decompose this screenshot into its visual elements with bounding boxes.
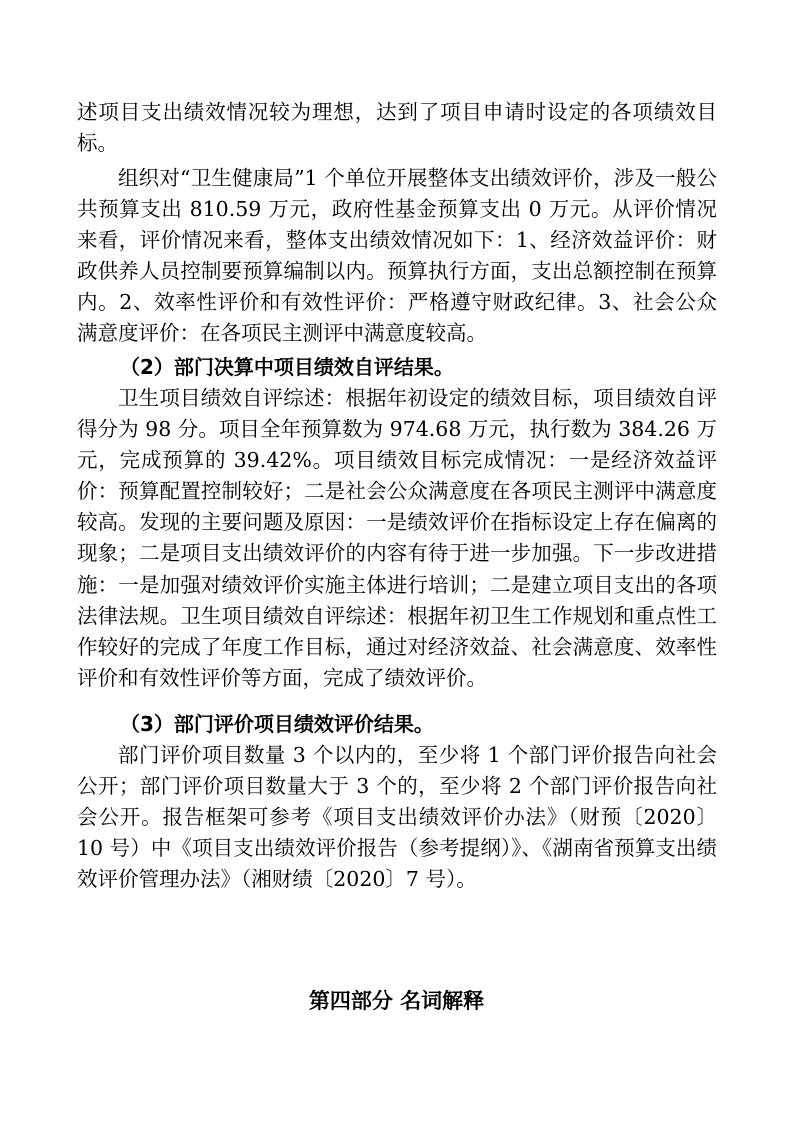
paragraph-overall-expenditure-evaluation: 组织对“卫生健康局”1 个单位开展整体支出绩效评价，涉及一般公共预算支出 810.59 万元，政府性基金预算支出 0 万元。从评价情况来看，评价情况来看，整体支出绩效情况如下：1、经济效益评价：财政供养人员控制要预算编制以内。预算执行方面，支出总额控制在预算内。2、效率性评价和有效性评价：严格遵守财政纪律。3、社会公众满意度评价：在各项民主测评中满意度较高。 [77, 166, 717, 346]
paragraph-project-summary-continued: 述项目支出绩效情况较为理想，达到了项目申请时设定的各项绩效目标。 [77, 100, 717, 156]
heading-project-self-evaluation: （2）部门决算中项目绩效自评结果。 [120, 355, 454, 379]
paragraph-department-evaluation: 部门评价项目数量 3 个以内的，至少将 1 个部门评价报告向社会公开；部门评价项目数量大于 3 个的，至少将 2 个部门评价报告向社会公开。报告框架可参考《项目支出绩效评价办法》（财预〔2020〕10 号）中《项目支出绩效评价报告（参考提纲）》、《湖南省预算支出绩效评价管理办法》（湘财绩〔2020〕7 号）。 [77, 743, 717, 892]
part-four-title: 第四部分 名词解释 [308, 989, 485, 1013]
paragraph-project-self-evaluation: 卫生项目绩效自评综述：根据年初设定的绩效目标，项目绩效自评得分为 98 分。项目全年预算数为 974.68 万元，执行数为 384.26 万元，完成预算的 39.42%。项目绩效目标完成情况：一是经济效益评价：预算配置控制较好；二是社会公众满意度在各项民主测评中满意度较高。发现的主要问题及原因：一是绩效评价在指标设定上存在偏离的现象；二是项目支出绩效评价的内容有待于进一步加强。下一步改进措施：一是加强对绩效评价实施主体进行培训；二是建立项目支出的各项法律法规。卫生项目绩效自评综述：根据年初卫生工作规划和重点性工作较好的完成了年度工作目标，通过对经济效益、社会满意度、效率性评价和有效性评价等方面，完成了绩效评价。 [77, 386, 717, 690]
heading-department-evaluation: （3）部门评价项目绩效评价结果。 [120, 712, 434, 736]
